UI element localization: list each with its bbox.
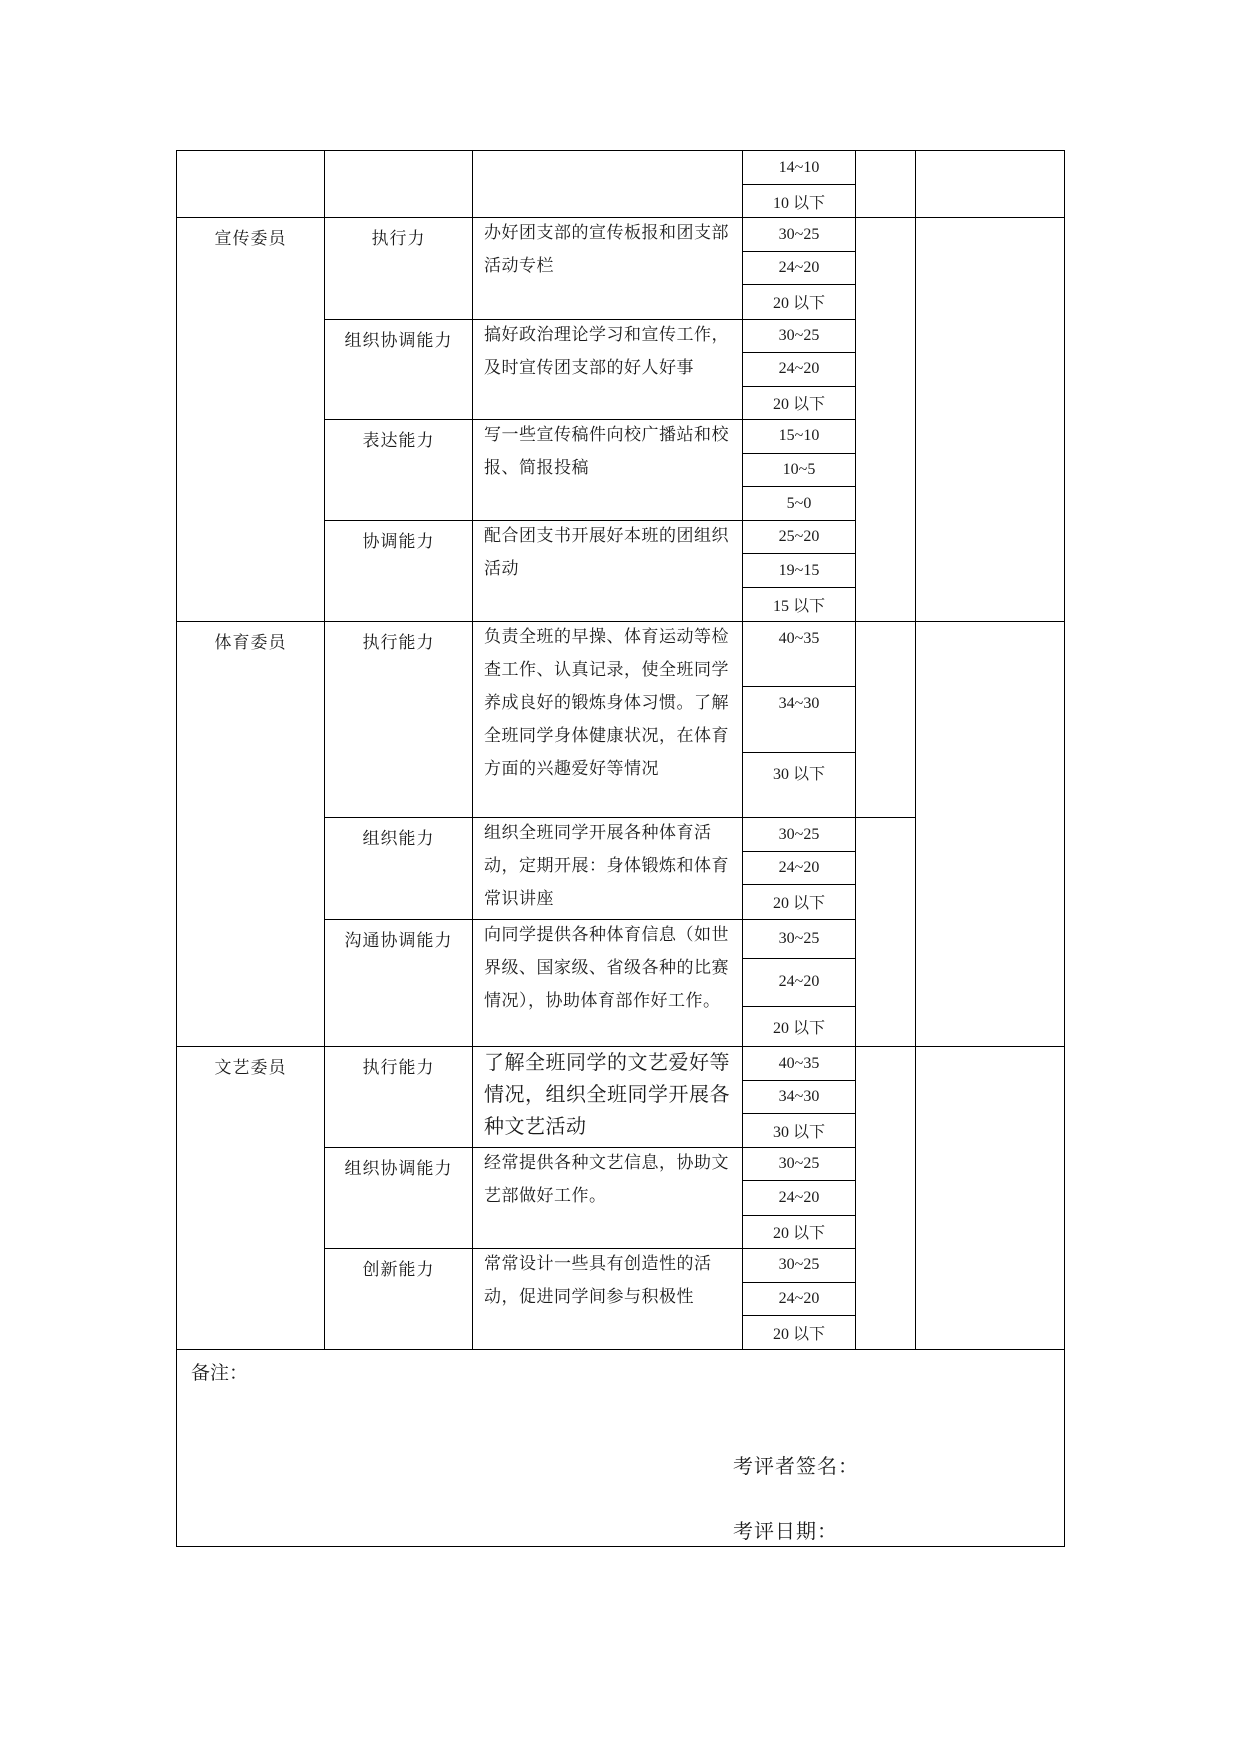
score-range-cell: 20 以下	[743, 1315, 856, 1349]
description-cell	[473, 919, 743, 1046]
notes-row	[177, 1349, 1065, 1546]
ability-cell	[325, 151, 473, 218]
table-row	[177, 1046, 1065, 1080]
description-text: 写一些宣传稿件向校广播站和校报、简报投稿	[484, 424, 729, 478]
date-label: 考评日期：	[733, 1518, 838, 1543]
description-cell	[473, 1148, 743, 1248]
description-text: 向同学提供各种体育信息（如世界级、国家级、省级各种的比赛情况），协助体育部作好工作。	[484, 924, 729, 1011]
score-range-cell: 19~15	[743, 554, 856, 588]
ability-cell: 执行能力	[325, 1046, 473, 1147]
score-range-cell: 10~5	[743, 453, 856, 486]
score-input-cell[interactable]	[856, 1046, 916, 1349]
score-range-cell: 24~20	[743, 958, 856, 1006]
ability-cell: 组织协调能力	[325, 1148, 473, 1248]
description-text: 经常提供各种文艺信息，协助文艺部做好工作。	[484, 1153, 729, 1207]
score-range-cell: 30~25	[743, 1148, 856, 1181]
notes-label: 备注：	[191, 1361, 249, 1384]
description-cell	[473, 151, 743, 218]
score-input-cell[interactable]	[856, 151, 916, 218]
description-cell	[473, 621, 743, 818]
score-range-cell: 20 以下	[743, 386, 856, 419]
ability-cell: 表达能力	[325, 419, 473, 520]
signature-label: 考评者签名：	[733, 1453, 859, 1478]
description-cell	[473, 319, 743, 419]
ability-cell: 沟通协调能力	[325, 919, 473, 1046]
score-range-cell: 20 以下	[743, 1006, 856, 1046]
description-text: 了解全班同学的文艺爱好等情况，组织全班同学开展各种文艺活动	[484, 1049, 730, 1138]
score-range-cell: 5~0	[743, 487, 856, 521]
score-input-cell[interactable]	[856, 818, 916, 1047]
score-range-cell: 24~20	[743, 352, 856, 386]
score-range-cell: 24~20	[743, 1282, 856, 1315]
description-text: 搞好政治理论学习和宣传工作，及时宣传团支部的好人好事	[484, 324, 729, 378]
description-text: 办好团支部的宣传板报和团支部活动专栏	[484, 223, 729, 277]
score-range-cell: 15 以下	[743, 588, 856, 621]
score-range-cell: 24~20	[743, 1181, 856, 1215]
score-range-cell: 30 以下	[743, 1114, 856, 1148]
score-range-cell: 30~25	[743, 218, 856, 252]
score-range-cell: 40~35	[743, 1046, 856, 1080]
score-input-cell[interactable]	[856, 621, 916, 818]
score-range-cell: 30~25	[743, 919, 856, 958]
ability-cell: 执行力	[325, 218, 473, 319]
remark-cell[interactable]	[916, 1046, 1065, 1349]
score-range-cell: 30~25	[743, 1248, 856, 1282]
role-cell: 文艺委员	[177, 1046, 325, 1349]
ability-cell: 组织能力	[325, 818, 473, 919]
description-text: 负责全班的早操、体育运动等检查工作、认真记录，使全班同学养成良好的锻炼身体习惯。了解全班同学身体健康状况，在体育方面的兴趣爱好等情况	[484, 626, 729, 779]
description-text: 组织全班同学开展各种体育活动，定期开展：身体锻炼和体育常识讲座	[484, 823, 729, 910]
remark-cell[interactable]	[916, 621, 1065, 1046]
ability-cell: 组织协调能力	[325, 319, 473, 419]
score-range-cell: 25~20	[743, 521, 856, 554]
role-cell: 体育委员	[177, 621, 325, 1046]
description-cell	[473, 1248, 743, 1349]
remark-cell[interactable]	[916, 218, 1065, 621]
description-cell	[473, 218, 743, 319]
description-text: 常常设计一些具有创造性的活动，促进同学间参与积极性	[484, 1253, 712, 1307]
score-range-cell: 15~10	[743, 419, 856, 453]
score-range-cell: 14~10	[743, 151, 856, 185]
score-range-cell: 20 以下	[743, 285, 856, 319]
score-input-cell[interactable]	[856, 218, 916, 621]
table-row	[177, 621, 1065, 686]
score-range-cell: 10 以下	[743, 185, 856, 218]
table-row	[177, 218, 1065, 252]
score-range-cell: 30~25	[743, 319, 856, 352]
description-cell	[473, 521, 743, 621]
ability-cell: 协调能力	[325, 521, 473, 621]
score-range-cell: 24~20	[743, 252, 856, 285]
score-range-cell: 34~30	[743, 1081, 856, 1114]
role-cell	[177, 151, 325, 218]
table-row	[177, 151, 1065, 185]
score-range-cell: 20 以下	[743, 1215, 856, 1248]
description-cell	[473, 1046, 743, 1147]
score-range-cell: 34~30	[743, 686, 856, 752]
score-range-cell: 40~35	[743, 621, 856, 686]
score-range-cell: 24~20	[743, 852, 856, 885]
score-range-cell: 20 以下	[743, 885, 856, 919]
ability-cell: 创新能力	[325, 1248, 473, 1349]
description-cell	[473, 419, 743, 520]
evaluation-table	[176, 150, 1065, 1547]
description-text: 配合团支书开展好本班的团组织活动	[484, 526, 729, 580]
score-range-cell: 30 以下	[743, 752, 856, 817]
notes-cell[interactable]	[177, 1349, 1065, 1546]
description-cell	[473, 818, 743, 919]
remark-cell[interactable]	[916, 151, 1065, 218]
score-range-cell: 30~25	[743, 818, 856, 852]
ability-cell: 执行能力	[325, 621, 473, 818]
role-cell: 宣传委员	[177, 218, 325, 621]
